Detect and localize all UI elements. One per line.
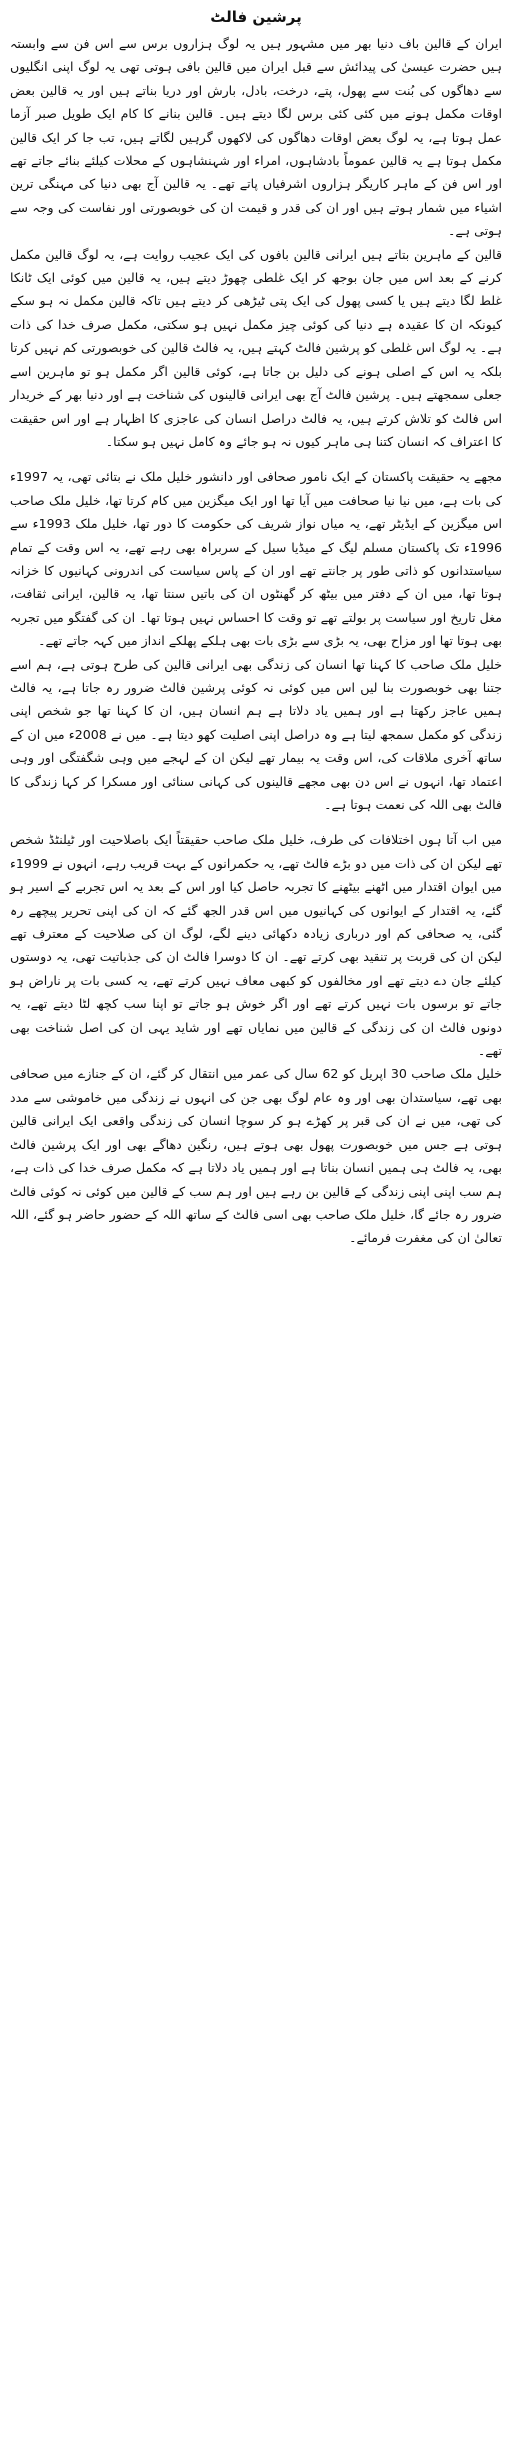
paragraph: میں اب آتا ہوں اختلافات کی طرف، خلیل ملک صاحب حقیقتاً ایک باصلاحیت اور ٹیلنٹڈ شخص تھے لیکن ان کی ذات میں دو بڑے فالٹ تھے، یہ حکمرانوں کے بہت قریب رہے، انہوں نے 1999ء میں ایوان اقتدار میں اٹھنے بیٹھنے کا تجربہ حاصل کیا اور اس کے بعد یہ اس تجربے کے اسیر ہو گئے، یہ اقتدار کے ایوانوں کی کہانیوں میں اس قدر الجھ گئے کہ ان کی اپنی تحریر پیچھے رہ گئی، یہ صحافی کم اور درباری زیادہ دکھائی دینے لگے، لوگ ان کی صلاحیت کے معترف تھے لیکن ان کی قربت پر تنقید بھی کرتے تھے۔ ان کا دوسرا فالٹ ان کی جذباتیت تھی، یہ دوستوں کیلئے جان دے دیتے تھے اور مخالفوں کو کبھی معاف نہیں کرتے تھے، یہ کسی بات پر ناراض ہو جاتے تو برسوں بات نہیں کرتے تھے اور اگر خوش ہو جاتے تو اپنا سب کچھ لٹا دیتے تھے، یہ دونوں فالٹ ان کی زندگی کے قالین میں نمایاں تھے اور شاید یہی ان کی اصل شناخت بھی تھے۔ [10, 832, 502, 1059]
section-gap [10, 453, 502, 465]
paragraph: مجھے یہ حقیقت پاکستان کے ایک نامور صحافی اور دانشور خلیل ملک نے بتائی تھی، یہ 1997ء کی بات ہے، میں نیا نیا صحافت میں آیا تھا اور ایک میگزین میں کام کرتا تھا، خلیل ملک صاحب اس میگزین کے ایڈیٹر تھے، یہ میاں نواز شریف کی حکومت کا دور تھا، خلیل ملک 1993ء سے 1996ء تک پاکستان مسلم لیگ کے میڈیا سیل کے سربراہ بھی رہے تھے، یہ اس وقت کے تمام سیاستدانوں کو ذاتی طور پر جانتے تھے اور ان کے پاس سیاست کی اندرونی کہانیوں کا خزانہ ہوتا تھا، میں ان کے دفتر میں بیٹھ کر گھنٹوں ان کی باتیں سنتا تھا، یہ قالین، ایرانی ثقافت، مغل تاریخ اور سیاست پر بولتے تھے تو وقت کا احساس نہیں ہوتا تھا۔ ان کی گفتگو میں تجربہ بھی ہوتا تھا اور مزاح بھی، یہ بڑی سے بڑی بات بھی ہلکے پھلکے انداز میں کہہ جاتے تھے۔ [10, 469, 503, 649]
article-body [10, 32, 502, 1250]
paragraph: ایران کے قالین باف دنیا بھر میں مشہور ہیں یہ لوگ ہزاروں برس سے اس فن سے وابستہ ہیں حضرت عیسیٰ کی پیدائش سے قبل ایران میں قالین بافی ہوتی تھی یہ لوگ اپنی انگلیوں سے دھاگوں کی بُنت سے پھول، پتے، درخت، بادل، بارش اور دریا بناتے ہیں اور یہ قالین بعض اوقات مکمل ہونے میں کئی کئی برس لگا دیتے ہیں۔ قالین بنانے کا کام ایک طویل صبر آزما عمل ہوتا ہے، یہ لوگ بعض اوقات دھاگوں کی لاکھوں گرہیں لگاتے ہیں، تب جا کر ایک قالین مکمل ہوتا ہے یہ قالین عموماً بادشاہوں، امراء اور شہنشاہوں کے محلات کیلئے بنائے جاتے تھے اور اس فن کے ماہر کاریگر ہزاروں اشرفیاں پاتے تھے۔ یہ قالین آج بھی دنیا کی مہنگی ترین اشیاء میں شمار ہوتے ہیں اور ان کی قدر و قیمت ان کی خوبصورتی اور نفاست کی وجہ سے ہوتی ہے۔ [10, 36, 502, 239]
paragraph: قالین کے ماہرین بتاتے ہیں ایرانی قالین بافوں کی ایک عجیب روایت ہے، یہ لوگ قالین مکمل کرنے کے بعد اس میں جان بوجھ کر ایک غلطی چھوڑ دیتے ہیں، یہ قالین میں کوئی ایک ٹانکا غلط لگا دیتے ہیں یا کسی پھول کی ایک پتی ٹیڑھی کر دیتے ہیں تاکہ قالین مکمل نہ ہو سکے کیونکہ ان کا عقیدہ ہے دنیا کی کوئی چیز مکمل نہیں ہو سکتی، مکمل صرف خدا کی ذات ہے۔ یہ لوگ اس غلطی کو پرشین فالٹ کہتے ہیں، یہ فالٹ قالین کی خوبصورتی کم نہیں کرتا بلکہ یہ اس کے اصلی ہونے کی دلیل بن جاتا ہے، کوئی قالین اگر مکمل ہو تو ماہرین اسے جعلی سمجھتے ہیں۔ پرشین فالٹ آج بھی ایرانی قالینوں کی شناخت ہے اور دنیا بھر کے خریدار اس فالٹ کو تلاش کرتے ہیں، یہ فالٹ دراصل انسان کی عاجزی کا اظہار ہے اور اس حقیقت کا اعتراف کہ انسان کتنا ہی ماہر کیوں نہ ہو جائے وہ کامل نہیں ہو سکتا۔ [10, 246, 502, 449]
paragraph: خلیل ملک صاحب کا کہنا تھا انسان کی زندگی بھی ایرانی قالین کی طرح ہوتی ہے، ہم اسے جتنا بھی خوبصورت بنا لیں اس میں کوئی نہ کوئی پرشین فالٹ ضرور رہ جاتا ہے، یہ فالٹ ہمیں عاجز رکھتا ہے اور ہمیں یاد دلاتا ہے ہم انسان ہیں، ان کا کہنا تھا جو شخص اپنی زندگی کو مکمل سمجھ لیتا ہے وہ دراصل اپنی اصلیت کھو دیتا ہے۔ میں نے 2008ء میں ان کے ساتھ آخری ملاقات کی، اس وقت یہ بیمار تھے لیکن ان کے لہجے میں وہی شگفتگی اور وہی اعتماد تھا، انہوں نے اس دن بھی مجھے قالینوں کی کہانی سنائی اور مسکرا کر کہا زندگی کا فالٹ بھی اللہ کی نعمت ہوتا ہے۔ [10, 656, 503, 812]
article-title: پرشین فالٹ [210, 8, 302, 26]
paragraph: خلیل ملک صاحب 30 اپریل کو 62 سال کی عمر میں انتقال کر گئے، ان کے جنازے میں صحافی بھی تھے، سیاستدان بھی اور وہ عام لوگ بھی جن کی انہوں نے زندگی میں خاموشی سے مدد کی تھی، میں نے ان کی قبر پر کھڑے ہو کر سوچا انسان کی زندگی واقعی ایک ایرانی قالین ہوتی ہے جس میں خوبصورت پھول بھی ہوتے ہیں، رنگین دھاگے بھی اور ایک پرشین فالٹ بھی، یہ فالٹ ہی ہمیں انسان بناتا ہے اور ہمیں یاد دلاتا ہے کہ مکمل صرف خدا کی ذات ہے، ہم سب اپنی اپنی زندگی کے قالین بن رہے ہیں اور ہم سب کے قالین میں کوئی نہ کوئی فالٹ ضرور رہ جائے گا، خلیل ملک صاحب بھی اسی فالٹ کے ساتھ اللہ کے حضور حاضر ہو گئے، اللہ تعالیٰ ان کی مغفرت فرمائے۔ [10, 1066, 503, 1246]
section-gap [10, 816, 502, 828]
